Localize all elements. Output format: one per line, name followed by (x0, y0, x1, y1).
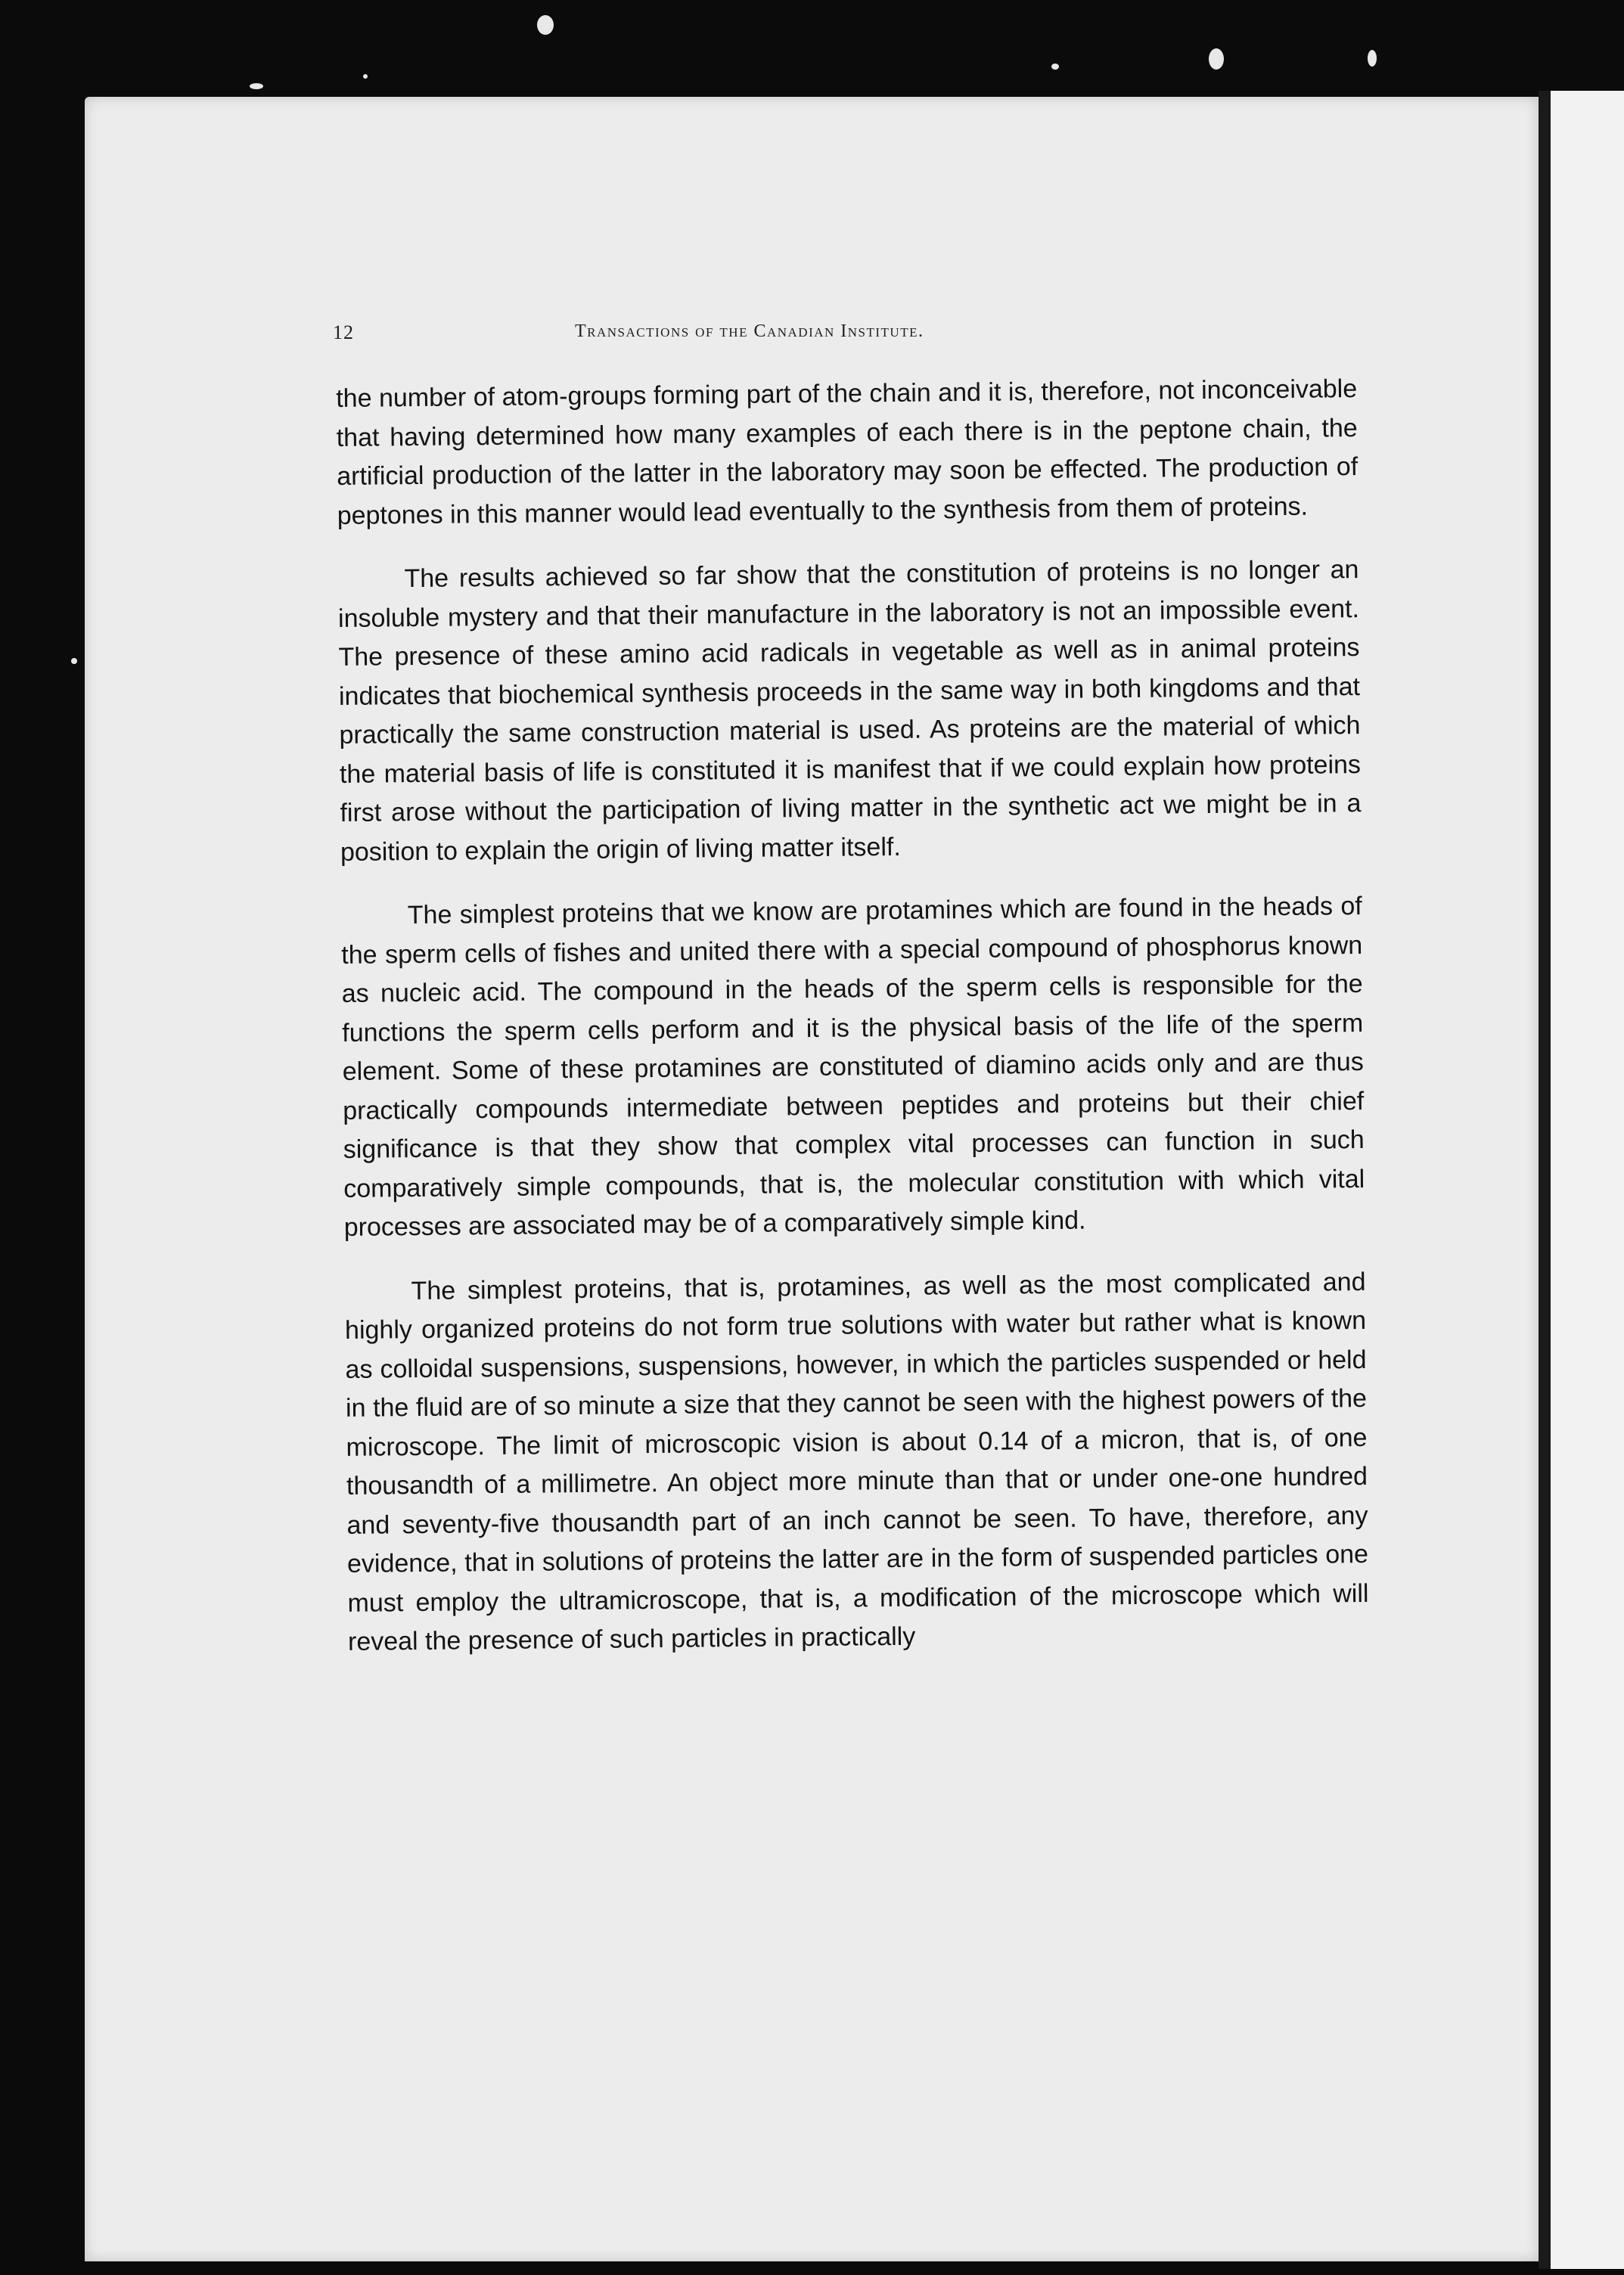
scan-speck (1051, 64, 1059, 70)
scan-speck (1209, 48, 1224, 70)
scan-speck (1368, 50, 1377, 67)
facing-page-edge (1551, 91, 1624, 2269)
page-number: 12 (333, 321, 354, 343)
page-header (333, 321, 1093, 352)
scan-speck (71, 658, 77, 664)
scan-speck (363, 74, 368, 79)
paragraph: the number of atom-groups forming part of the chain and it is, therefore, not inconceivable that having determined how many examples of each there is in the peptone chain, the artificial production of the latter in the laboratory may soon be effected. The production of peptones in this manner would lead eventually to the synthesis from them of proteins. (336, 374, 1359, 530)
paragraph: The simplest proteins that we know are protamines which are found in the heads of the sperm cells of fishes and united there with a special compound of phosphorus known as nucleic acid. The compound in the heads of the sperm cells is responsible for the functions the sperm cells perform and it is the physical basis of the life of the sperm element. Some of these protamines are constituted of diamino acids only and are thus practically compounds intermediate between peptides and proteins but their chief significance is that they show that complex vital processes can function in such comparatively simple compounds, that is, the molecular constitution with which vital processes are associated may be of a comparatively simple kind. (341, 892, 1365, 1242)
scan-speck (250, 83, 263, 89)
paragraph: The results achieved so far show that the constitution of proteins is no longer an insoluble mystery and that their manufacture in the laboratory is not an impossible event. The presence of these amino acid radicals in vegetable as well as in animal proteins indicates that biochemical synthesis proceeds in the same way in both kingdoms and that practically the same construction material is used. As proteins are the material of which the material basis of life is constituted it is manifest that if we could explain how proteins first arose without the participation of living matter in the synthetic act we might be in a position to explain the origin of living matter itself. (337, 555, 1362, 867)
scan-speck (537, 15, 554, 35)
page-gutter (1539, 91, 1551, 2269)
paragraph: The simplest proteins, that is, protamines, as well as the most complicated and highly organized proteins do not form true solutions with water but rather what is known as colloidal suspensions, suspensions, however, in which the particles suspended or held in the fluid are of so minute a size that they cannot be seen with the highest powers of the microscope. The limit of microscopic vision is about 0.14 of a micron, that is, of one thousandth of a millimetre. An object more minute than that or under one-one hundred and seventy-five thousandth part of an inch cannot be seen. To have, therefore, any evidence, that in solutions of proteins the latter are in the form of suspended particles one must employ the ultramicroscope, that is, a modification of the microscope which will reveal the presence of such particles in practically (344, 1267, 1369, 1656)
body-text (336, 370, 1370, 1687)
running-head: Transactions of the Canadian Institute. (575, 321, 924, 341)
